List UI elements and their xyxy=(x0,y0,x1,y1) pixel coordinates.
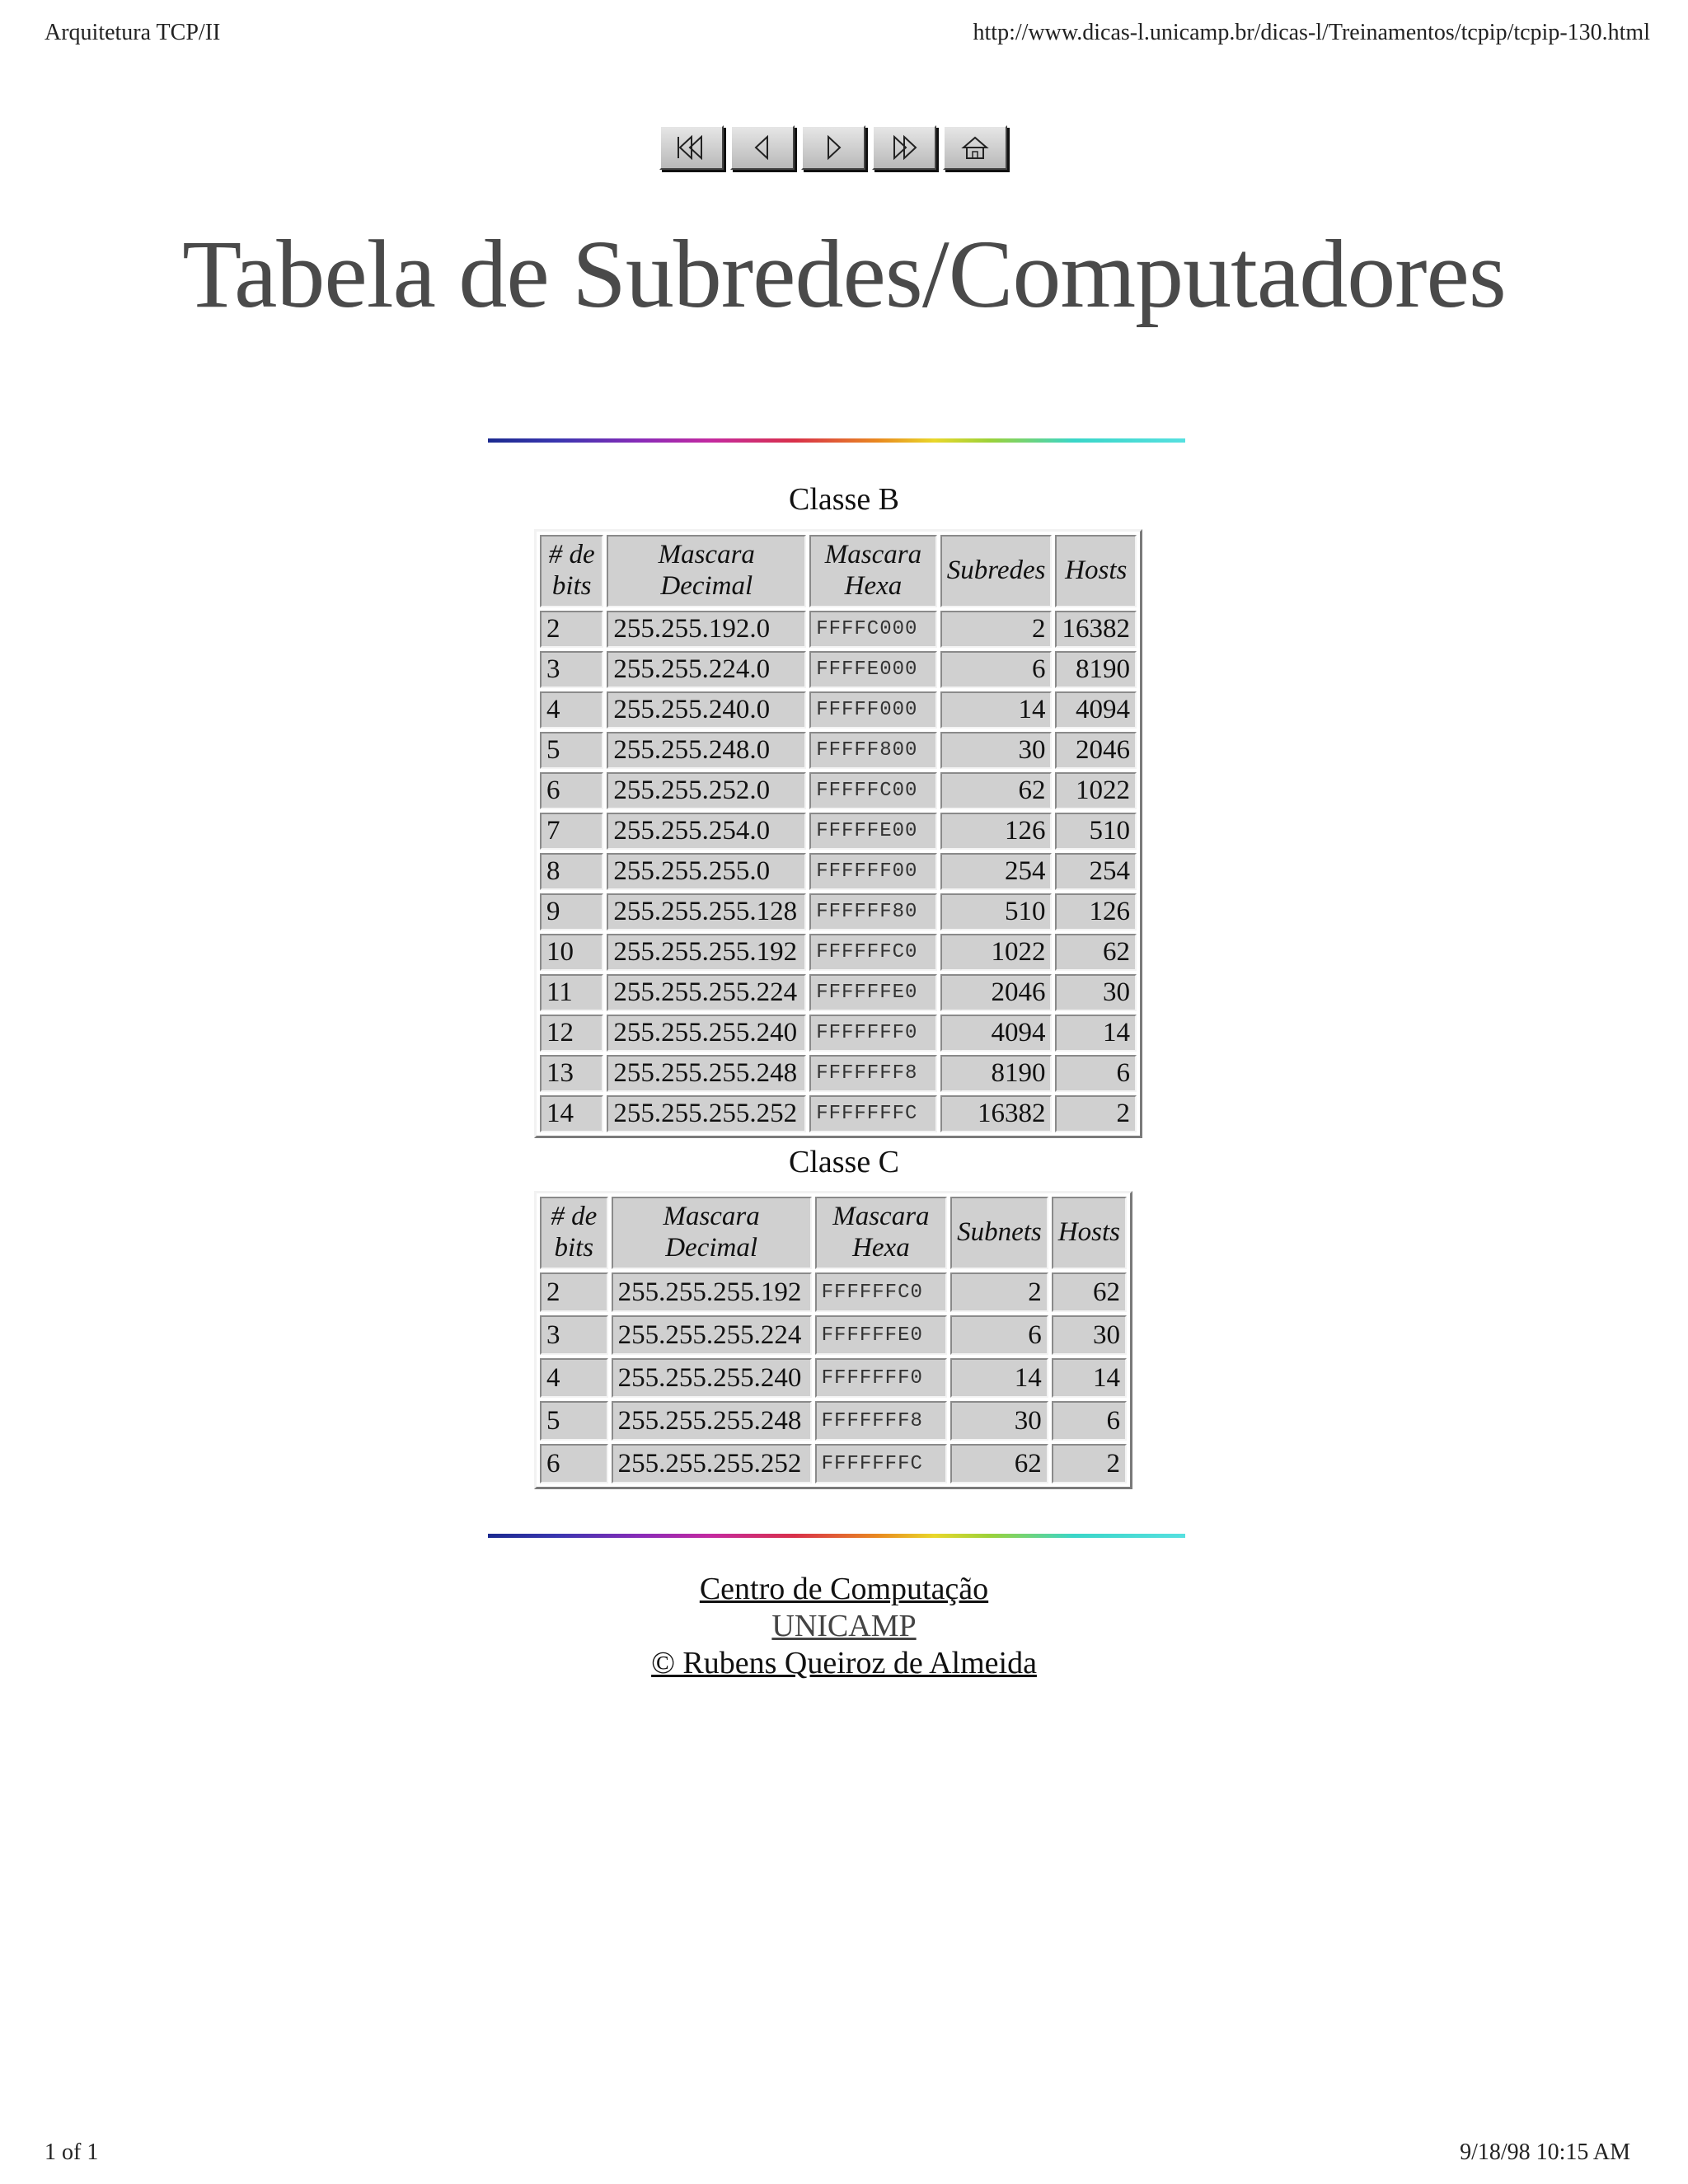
cell-count: 2 xyxy=(950,1272,1048,1312)
cell-count: 6 xyxy=(940,651,1053,688)
table-row xyxy=(540,772,1137,809)
cell-mascara-hexa: FFFFFFC0 xyxy=(815,1272,947,1312)
cell-mascara-hexa: FFFFFFF0 xyxy=(809,1015,937,1052)
cell-mascara-decimal: 255.255.248.0 xyxy=(607,732,806,769)
cell-mascara-decimal: 255.255.255.0 xyxy=(607,853,806,890)
cell-mascara-hexa: FFFFFF00 xyxy=(809,853,937,890)
print-footer-page: 1 of 1 xyxy=(45,2139,99,2165)
cell-mascara-hexa: FFFFFFC0 xyxy=(809,934,937,971)
cell-count: 14 xyxy=(940,691,1053,729)
cell-hosts: 254 xyxy=(1055,853,1137,890)
column-header-mascara-hexa: Mascara Hexa xyxy=(809,535,937,607)
cell-hosts: 6 xyxy=(1055,1055,1137,1092)
cell-count: 1022 xyxy=(940,934,1053,971)
classe-c-caption: Classe C xyxy=(788,1145,900,1179)
cell-hosts: 14 xyxy=(1052,1358,1127,1398)
unicamp-link[interactable]: UNICAMP xyxy=(771,1609,917,1643)
cell-bits: 4 xyxy=(540,1358,608,1398)
cell-mascara-decimal: 255.255.255.240 xyxy=(607,1015,806,1052)
cell-hosts: 62 xyxy=(1052,1272,1127,1312)
cell-mascara-hexa: FFFFFFF8 xyxy=(809,1055,937,1092)
last-page-button[interactable] xyxy=(872,125,936,170)
column-header-mascara-decimal: Mascara Decimal xyxy=(612,1197,812,1269)
cell-count: 126 xyxy=(940,813,1053,850)
print-footer-datetime: 9/18/98 10:15 AM xyxy=(1460,2139,1630,2165)
cell-bits: 5 xyxy=(540,1401,608,1441)
cell-hosts: 2046 xyxy=(1055,732,1137,769)
classe-b-table xyxy=(534,529,1142,1138)
rainbow-divider-bottom xyxy=(488,1534,1185,1538)
cell-mascara-decimal: 255.255.255.248 xyxy=(612,1401,812,1441)
cell-mascara-hexa: FFFFF000 xyxy=(809,691,937,729)
column-header-mascara-decimal: Mascara Decimal xyxy=(607,535,806,607)
print-header-url: http://www.dicas-l.unicamp.br/dicas-l/Treinamentos/tcpip/tcpip-130.html xyxy=(973,20,1650,45)
cell-bits: 6 xyxy=(540,772,603,809)
first-page-button[interactable] xyxy=(659,125,724,170)
table-row xyxy=(540,1444,1127,1483)
column-header-subnets: Subnets xyxy=(950,1197,1048,1269)
cell-hosts: 14 xyxy=(1055,1015,1137,1052)
cell-mascara-hexa: FFFFF800 xyxy=(809,732,937,769)
cell-mascara-decimal: 255.255.255.192 xyxy=(612,1272,812,1312)
cell-mascara-decimal: 255.255.255.128 xyxy=(607,893,806,930)
table-row xyxy=(540,732,1137,769)
column-header-subredes: Subredes xyxy=(940,535,1053,607)
cell-count: 510 xyxy=(940,893,1053,930)
print-header-title: Arquitetura TCP/II xyxy=(45,20,221,45)
cell-bits: 14 xyxy=(540,1095,603,1132)
table-row xyxy=(540,651,1137,688)
column-header-bits: # de bits xyxy=(540,1197,608,1269)
cell-count: 2046 xyxy=(940,974,1053,1011)
classe-c-rows xyxy=(540,1272,1127,1483)
cell-bits: 13 xyxy=(540,1055,603,1092)
table-row xyxy=(540,691,1137,729)
cell-mascara-decimal: 255.255.192.0 xyxy=(607,611,806,648)
cell-hosts: 2 xyxy=(1055,1095,1137,1132)
cell-mascara-decimal: 255.255.224.0 xyxy=(607,651,806,688)
cell-hosts: 2 xyxy=(1052,1444,1127,1483)
cell-mascara-decimal: 255.255.252.0 xyxy=(607,772,806,809)
left-arrow-icon xyxy=(746,134,779,162)
cell-hosts: 16382 xyxy=(1055,611,1137,648)
footer-links xyxy=(0,1571,1688,1682)
table-row xyxy=(540,1315,1127,1355)
cell-mascara-hexa: FFFFFFF8 xyxy=(815,1401,947,1441)
cell-mascara-hexa: FFFFFFFC xyxy=(809,1095,937,1132)
column-header-mascara-hexa: Mascara Hexa xyxy=(815,1197,947,1269)
cell-bits: 3 xyxy=(540,1315,608,1355)
table-header-row xyxy=(540,535,1137,607)
cell-mascara-decimal: 255.255.255.248 xyxy=(607,1055,806,1092)
cell-count: 30 xyxy=(950,1401,1048,1441)
cell-count: 6 xyxy=(950,1315,1048,1355)
previous-page-button[interactable] xyxy=(730,125,795,170)
table-header-row xyxy=(540,1197,1127,1269)
cell-hosts: 62 xyxy=(1055,934,1137,971)
column-header-bits: # de bits xyxy=(540,535,603,607)
cell-mascara-hexa: FFFFE000 xyxy=(809,651,937,688)
cell-count: 254 xyxy=(940,853,1053,890)
double-right-arrow-icon xyxy=(888,134,921,162)
table-row xyxy=(540,1358,1127,1398)
rainbow-divider-top xyxy=(488,438,1185,443)
cell-hosts: 30 xyxy=(1055,974,1137,1011)
cell-mascara-decimal: 255.255.255.252 xyxy=(607,1095,806,1132)
cell-count: 8190 xyxy=(940,1055,1053,1092)
centro-de-computacao-link[interactable]: Centro de Computação xyxy=(699,1572,989,1606)
cell-count: 16382 xyxy=(940,1095,1053,1132)
cell-hosts: 126 xyxy=(1055,893,1137,930)
cell-hosts: 510 xyxy=(1055,813,1137,850)
cell-count: 14 xyxy=(950,1358,1048,1398)
cell-mascara-decimal: 255.255.255.224 xyxy=(612,1315,812,1355)
cell-count: 62 xyxy=(950,1444,1048,1483)
column-header-hosts: Hosts xyxy=(1052,1197,1127,1269)
cell-mascara-hexa: FFFFC000 xyxy=(809,611,937,648)
table-row xyxy=(540,1401,1127,1441)
page-title: Tabela de Subredes/Computadores xyxy=(182,220,1506,328)
table-row xyxy=(540,611,1137,648)
cell-mascara-decimal: 255.255.255.240 xyxy=(612,1358,812,1398)
table-row xyxy=(540,893,1137,930)
table-row xyxy=(540,1272,1127,1312)
cell-mascara-hexa: FFFFFFE0 xyxy=(815,1315,947,1355)
cell-bits: 10 xyxy=(540,934,603,971)
cell-hosts: 4094 xyxy=(1055,691,1137,729)
home-button[interactable] xyxy=(943,125,1007,170)
classe-b-rows xyxy=(540,611,1137,1132)
table-row xyxy=(540,853,1137,890)
navigation-bar xyxy=(659,125,1022,175)
cell-mascara-decimal: 255.255.240.0 xyxy=(607,691,806,729)
cell-mascara-hexa: FFFFFFE0 xyxy=(809,974,937,1011)
cell-mascara-decimal: 255.255.254.0 xyxy=(607,813,806,850)
cell-count: 62 xyxy=(940,772,1053,809)
classe-b-caption: Classe B xyxy=(788,482,900,517)
cell-bits: 4 xyxy=(540,691,603,729)
table-row xyxy=(540,1015,1137,1052)
cell-bits: 12 xyxy=(540,1015,603,1052)
right-arrow-icon xyxy=(817,134,850,162)
cell-hosts: 6 xyxy=(1052,1401,1127,1441)
table-row xyxy=(540,1095,1137,1132)
column-header-hosts: Hosts xyxy=(1055,535,1137,607)
cell-mascara-hexa: FFFFFFF0 xyxy=(815,1358,947,1398)
cell-bits: 2 xyxy=(540,611,603,648)
cell-bits: 8 xyxy=(540,853,603,890)
cell-hosts: 8190 xyxy=(1055,651,1137,688)
cell-bits: 3 xyxy=(540,651,603,688)
author-copyright-link[interactable]: © Rubens Queiroz de Almeida xyxy=(651,1646,1037,1680)
cell-mascara-decimal: 255.255.255.252 xyxy=(612,1444,812,1483)
cell-mascara-hexa: FFFFFF80 xyxy=(809,893,937,930)
cell-mascara-hexa: FFFFFC00 xyxy=(809,772,937,809)
table-row xyxy=(540,974,1137,1011)
cell-count: 4094 xyxy=(940,1015,1053,1052)
classe-c-table xyxy=(534,1191,1132,1489)
double-left-arrow-icon xyxy=(675,134,708,162)
cell-mascara-decimal: 255.255.255.224 xyxy=(607,974,806,1011)
cell-bits: 11 xyxy=(540,974,603,1011)
cell-count: 2 xyxy=(940,611,1053,648)
cell-bits: 6 xyxy=(540,1444,608,1483)
cell-bits: 7 xyxy=(540,813,603,850)
cell-hosts: 1022 xyxy=(1055,772,1137,809)
cell-bits: 2 xyxy=(540,1272,608,1312)
cell-mascara-decimal: 255.255.255.192 xyxy=(607,934,806,971)
cell-count: 30 xyxy=(940,732,1053,769)
table-row xyxy=(540,934,1137,971)
table-row xyxy=(540,1055,1137,1092)
home-icon xyxy=(959,134,992,162)
cell-mascara-hexa: FFFFFE00 xyxy=(809,813,937,850)
cell-mascara-hexa: FFFFFFFC xyxy=(815,1444,947,1483)
cell-hosts: 30 xyxy=(1052,1315,1127,1355)
cell-bits: 5 xyxy=(540,732,603,769)
table-row xyxy=(540,813,1137,850)
cell-bits: 9 xyxy=(540,893,603,930)
next-page-button[interactable] xyxy=(801,125,865,170)
